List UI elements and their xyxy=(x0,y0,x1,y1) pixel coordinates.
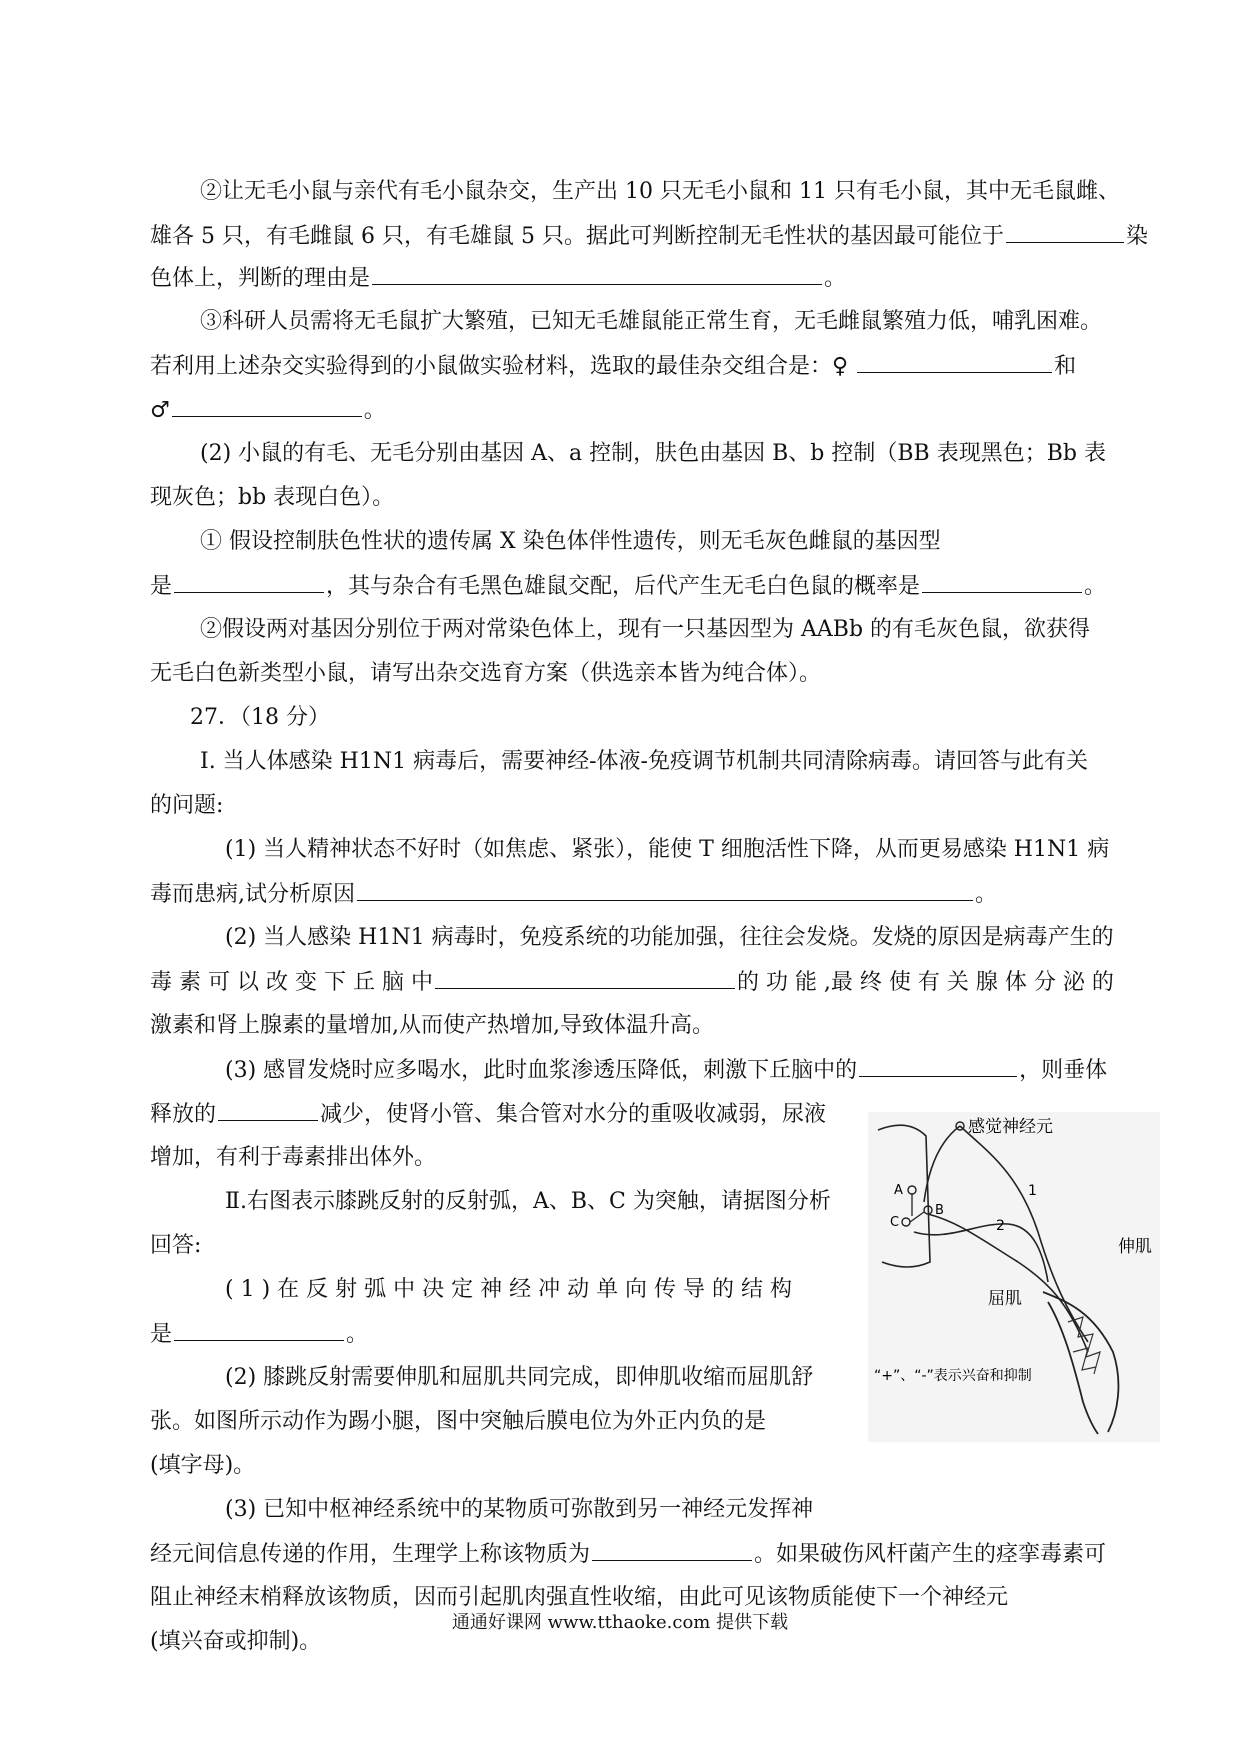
text-line: 若利用上述杂交实验得到的小鼠做实验材料，选取的最佳杂交组合是：♀ 和 xyxy=(150,346,1076,387)
text-line: (1) 当人精神状态不好时（如焦虑、紧张），能使 T 细胞活性下降，从而更易感染 H1N1 病 xyxy=(225,837,1110,862)
text-line: (3) 已知中枢神经系统中的某物质可弥散到另一神经元发挥神 xyxy=(225,1497,814,1522)
extensor-label: 伸肌 xyxy=(1118,1237,1152,1257)
synapse-c-label: C xyxy=(890,1215,900,1230)
answer-blank[interactable] xyxy=(859,1050,1017,1077)
fiber-1-label: 1 xyxy=(1028,1183,1037,1199)
text-line: I. 当人体感染 H1N1 病毒后，需要神经-体液-免疫调节机制共同清除病毒。请回答与此有关 xyxy=(200,749,1088,774)
text-line: 释放的 减少，使肾小管、集合管对水分的重吸收减弱，尿液 xyxy=(150,1094,826,1135)
synapse-b-label: B xyxy=(935,1203,944,1218)
text-line: 色体上，判断的理由是 。 xyxy=(150,258,846,299)
figure-caption: “+”、“-”表示兴奋和抑制 xyxy=(874,1368,1032,1384)
text-line: 雄各 5 只，有毛雌鼠 6 只，有毛雄鼠 5 只。据此可判断控制无毛性状的基因最可能位于 染 xyxy=(150,216,1148,257)
text-line: ① 假设控制肤色性状的遗传属 X 染色体伴性遗传，则无毛灰色雌鼠的基因型 xyxy=(200,529,941,554)
fiber-2-label: 2 xyxy=(996,1218,1005,1234)
text-line: 无毛白色新类型小鼠，请写出杂交选育方案（供选亲本皆为纯合体）。 xyxy=(150,661,822,686)
answer-blank[interactable] xyxy=(172,390,362,417)
answer-blank[interactable] xyxy=(174,1314,344,1341)
reflex-arc-figure xyxy=(868,1112,1160,1442)
text-line: 回答: xyxy=(150,1233,202,1258)
text-line: 阻止神经末梢释放该物质，因而引起肌肉强直性收缩，由此可见该物质能使下一个神经元 xyxy=(150,1585,1009,1610)
text-line: ( 1 ) 在 反 射 弧 中 决 定 神 经 冲 动 单 向 传 导 的 结 构 xyxy=(225,1277,793,1302)
text-line: Ⅱ.右图表示膝跳反射的反射弧，A、B、C 为突触，请据图分析 xyxy=(225,1189,831,1214)
text-line: 是 ，其与杂合有毛黑色雄鼠交配，后代产生无毛白色鼠的概率是 。 xyxy=(150,566,1106,607)
text-line: 毒而患病,试分析原因 。 xyxy=(150,874,997,915)
text-line: (2) 当人感染 H1N1 病毒时，免疫系统的功能加强，往往会发烧。发烧的原因是病毒产生的 xyxy=(225,925,1114,950)
text-line: 毒 素 可 以 改 变 下 丘 脑 中 的 功 能 ,最 终 使 有 关 腺 体 分 泌 的 xyxy=(150,962,1114,1003)
answer-blank[interactable] xyxy=(1006,216,1124,243)
text-line: ②让无毛小鼠与亲代有毛小鼠杂交，生产出 10 只无毛小鼠和 11 只有毛小鼠，其中无毛鼠雌、 xyxy=(200,179,1120,204)
text-line: 是 。 xyxy=(150,1314,368,1355)
answer-blank[interactable] xyxy=(435,962,735,989)
text-line: 经元间信息传递的作用，生理学上称该物质为 。如果破伤风杆菌产生的痉挛毒素可 xyxy=(150,1534,1106,1575)
answer-blank[interactable] xyxy=(357,874,973,901)
text-line: (填字母)。 xyxy=(150,1453,256,1478)
text-line: ♂ 。 xyxy=(150,390,386,431)
reflex-arc-diagram xyxy=(868,1112,1160,1442)
sensory-neuron-label: 感觉神经元 xyxy=(968,1117,1053,1137)
text-line: (3) 感冒发烧时应多喝水，此时血浆渗透压降低，刺激下丘脑中的 ，则垂体 xyxy=(225,1050,1107,1091)
answer-blank[interactable] xyxy=(174,566,324,593)
text-line: 张。如图所示动作为踢小腿，图中突触后膜电位为外正内负的是 xyxy=(150,1409,767,1434)
answer-blank[interactable] xyxy=(922,566,1082,593)
question-number: 27．（18 分） xyxy=(190,705,330,730)
text-line: ②假设两对基因分别位于两对常染色体上，现有一只基因型为 AABb 的有毛灰色鼠，欲获得 xyxy=(200,617,1091,642)
page-footer: 通通好课网 www.tthaoke.com 提供下载 xyxy=(451,1612,789,1633)
text-line: 增加，有利于毒素排出体外。 xyxy=(150,1145,437,1170)
text-line: (2) 小鼠的有毛、无毛分别由基因 A、a 控制，肤色由基因 B、b 控制（BB 表现黑色；Bb 表 xyxy=(200,441,1106,466)
answer-blank[interactable] xyxy=(592,1534,752,1561)
synapse-a-label: A xyxy=(894,1183,903,1198)
text-line: ③科研人员需将无毛鼠扩大繁殖，已知无毛雄鼠能正常生育，无毛雌鼠繁殖力低，哺乳困难。 xyxy=(200,309,1103,334)
text-line: 激素和肾上腺素的量增加,从而使产热增加,导致体温升高。 xyxy=(150,1013,714,1038)
text-line: 现灰色；bb 表现白色）。 xyxy=(150,485,395,510)
text-line: (2) 膝跳反射需要伸肌和屈肌共同完成，即伸肌收缩而屈肌舒 xyxy=(225,1365,814,1390)
text-line: 的问题: xyxy=(150,793,224,818)
text-line: (填兴奋或抑制)。 xyxy=(150,1629,322,1654)
answer-blank[interactable] xyxy=(218,1094,318,1121)
flexor-label: 屈肌 xyxy=(988,1289,1022,1309)
answer-blank[interactable] xyxy=(372,258,822,285)
answer-blank[interactable] xyxy=(857,346,1052,373)
